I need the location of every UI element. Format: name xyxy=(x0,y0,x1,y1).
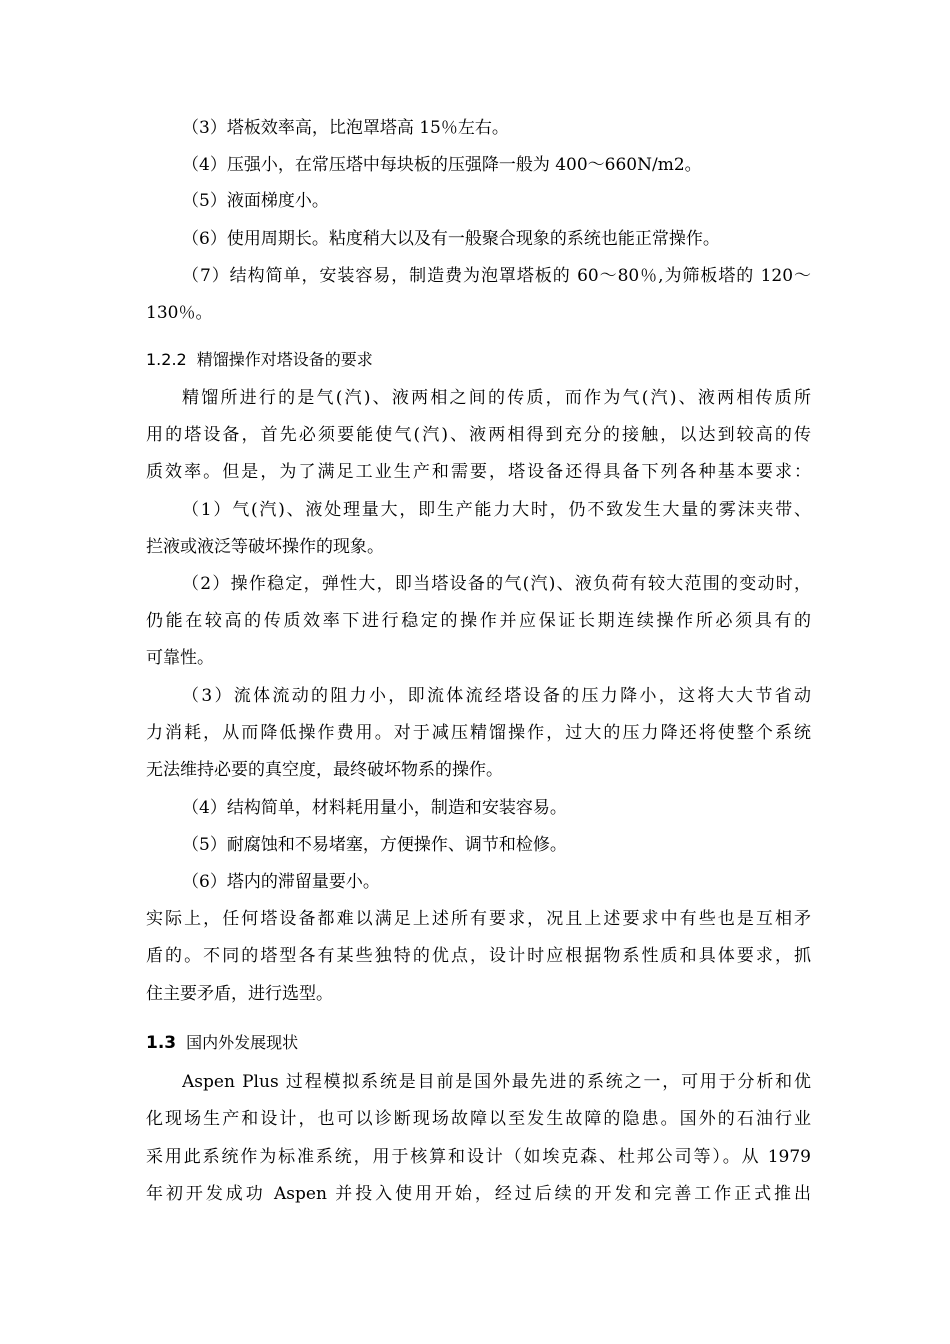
requirement-1-line-1: （1）气(汽)、液处理量大，即生产能力大时，仍不致发生大量的雾沫夹带、 xyxy=(182,500,811,520)
development-line-4: 年初开发成功 Aspen 并投入使用开始，经过后续的开发和完善工作正式推出 xyxy=(146,1184,811,1204)
intro-line-2: 用的塔设备，首先必须要能使气(汽)、液两相得到充分的接触，以达到较高的传 xyxy=(146,425,811,445)
requirement-2-line-3: 可靠性。 xyxy=(146,648,214,668)
section-number: 1.3 xyxy=(146,1033,177,1053)
list-item-7-line-2: 130％。 xyxy=(146,303,213,323)
requirement-3-line-3: 无法维持必要的真空度，最终破坏物系的操作。 xyxy=(146,760,503,780)
summary-line-1: 实际上，任何塔设备都难以满足上述所有要求，况且上述要求中有些也是互相矛 xyxy=(146,909,811,929)
development-line-1: Aspen Plus 过程模拟系统是目前是国外最先进的系统之一，可用于分析和优 xyxy=(182,1072,811,1092)
summary-line-2: 盾的。不同的塔型各有某些独特的优点，设计时应根据物系性质和具体要求，抓 xyxy=(146,946,811,966)
requirement-5: （5）耐腐蚀和不易堵塞，方便操作、调节和检修。 xyxy=(182,835,567,855)
requirement-2-line-2: 仍能在较高的传质效率下进行稳定的操作并应保证长期连续操作所必须具有的 xyxy=(146,611,811,631)
requirement-2-line-1: （2）操作稳定，弹性大，即当塔设备的气(汽)、液负荷有较大范围的变动时， xyxy=(182,574,811,594)
section-number: 1.2.2 xyxy=(146,350,187,369)
summary-line-3: 住主要矛盾，进行选型。 xyxy=(146,984,333,1004)
requirement-6: （6）塔内的滞留量要小。 xyxy=(182,872,380,892)
requirement-1-line-2: 拦液或液泛等破坏操作的现象。 xyxy=(146,537,384,557)
requirement-4: （4）结构简单，材料耗用量小，制造和安装容易。 xyxy=(182,798,567,818)
list-item-4: （4）压强小，在常压塔中每块板的压强降一般为 400～660N/m2。 xyxy=(182,155,702,175)
requirement-3-line-2: 力消耗，从而降低操作费用。对于减压精馏操作，过大的压力降还将使整个系统 xyxy=(146,723,811,743)
requirement-3-line-1: （3）流体流动的阻力小，即流体流经塔设备的压力降小，这将大大节省动 xyxy=(182,686,811,706)
section-heading-1-3 xyxy=(146,1031,811,1055)
section-title: 精馏操作对塔设备的要求 xyxy=(196,350,373,369)
section-heading-1-2-2 xyxy=(146,348,811,372)
intro-line-1: 精馏所进行的是气(汽)、液两相之间的传质，而作为气(汽)、液两相传质所 xyxy=(182,388,811,408)
development-line-3: 采用此系统作为标准系统，用于核算和设计（如埃克森、杜邦公司等）。从 1979 xyxy=(146,1147,811,1167)
list-item-6: （6）使用周期长。粘度稍大以及有一般聚合现象的系统也能正常操作。 xyxy=(182,229,720,249)
development-line-2: 化现场生产和设计，也可以诊断现场故障以至发生故障的隐患。国外的石油行业 xyxy=(146,1109,811,1129)
intro-line-3: 质效率。但是，为了满足工业生产和需要，塔设备还得具备下列各种基本要求： xyxy=(146,462,811,482)
list-item-3: （3）塔板效率高，比泡罩塔高 15％左右。 xyxy=(182,118,509,138)
list-item-7-line-1: （7）结构简单，安装容易，制造费为泡罩塔板的 60～80％,为筛板塔的 120～ xyxy=(182,266,811,286)
list-item-5: （5）液面梯度小。 xyxy=(182,191,329,211)
section-title: 国内外发展现状 xyxy=(186,1033,299,1052)
